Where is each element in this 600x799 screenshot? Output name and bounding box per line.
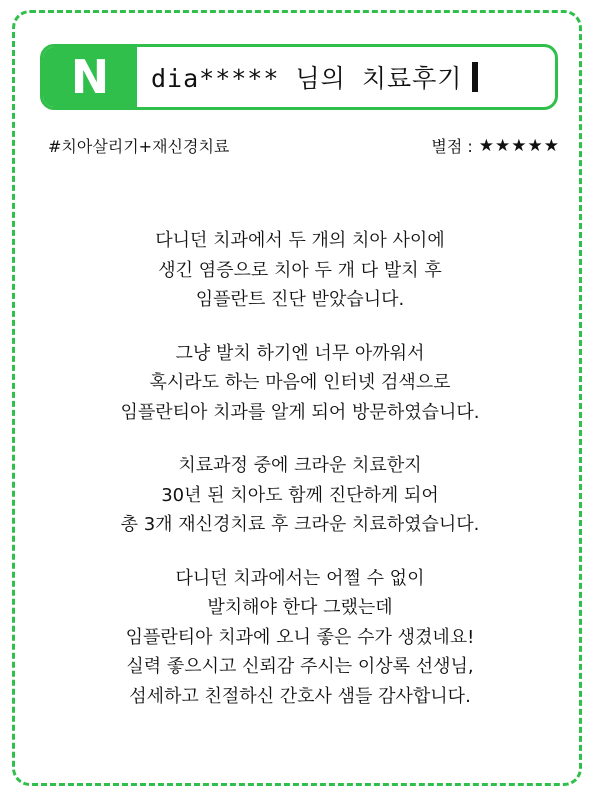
hashtag: #치아살리기+재신경치료 [48, 137, 230, 156]
review-line: 그냥 발치 하기엔 너무 아까워서 [175, 342, 425, 364]
review-line: 다니던 치과에서는 어쩔 수 없이 [175, 567, 425, 589]
review-line: 치료과정 중에 크라운 치료한지 [178, 455, 422, 476]
review-line: 발치해야 한다 그랬는데 [207, 597, 393, 618]
review-line: 다니던 치과에서 두 개의 치아 사이에 [155, 230, 445, 251]
review-title: dia***** 님의 치료후기 [151, 64, 463, 93]
review-line: 생긴 염증으로 치아 두 개 다 발치 후 [158, 259, 442, 281]
review-line: 실력 좋으시고 신뢰감 주시는 이상록 선생님, [126, 656, 474, 677]
review-paragraph-2 [40, 339, 560, 428]
review-line: 임플란티아 치과에 오니 좋은 수가 생겼네요! [125, 626, 475, 648]
review-line: 임플란티아 치과를 알게 되어 방문하였습니다. [120, 401, 480, 423]
review-paragraph-1 [40, 226, 560, 315]
title-area [137, 47, 555, 107]
review-line: 임플란트 진단 받았습니다. [195, 289, 405, 310]
title-bar [40, 44, 558, 110]
rating-stars: ★★★★★ [478, 135, 560, 156]
review-line: 총 3개 재신경치료 후 크라운 치료하였습니다. [120, 514, 480, 535]
review-line: 섬세하고 친절하신 간호사 샘들 감사합니다. [129, 685, 471, 707]
review-paragraph-3 [40, 451, 560, 540]
review-paragraph-4 [40, 564, 560, 712]
naver-logo-icon [43, 47, 137, 107]
logo-letter: N [70, 50, 110, 104]
rating [431, 134, 560, 157]
review-line: 혹시라도 하는 마음에 인터넷 검색으로 [149, 372, 451, 393]
rating-label: 별점 : [431, 137, 473, 156]
review-body [40, 226, 560, 735]
meta-row [48, 134, 560, 157]
text-cursor-icon [472, 62, 478, 92]
review-line: 30년 된 치아도 함께 진단하게 되어 [161, 484, 439, 506]
